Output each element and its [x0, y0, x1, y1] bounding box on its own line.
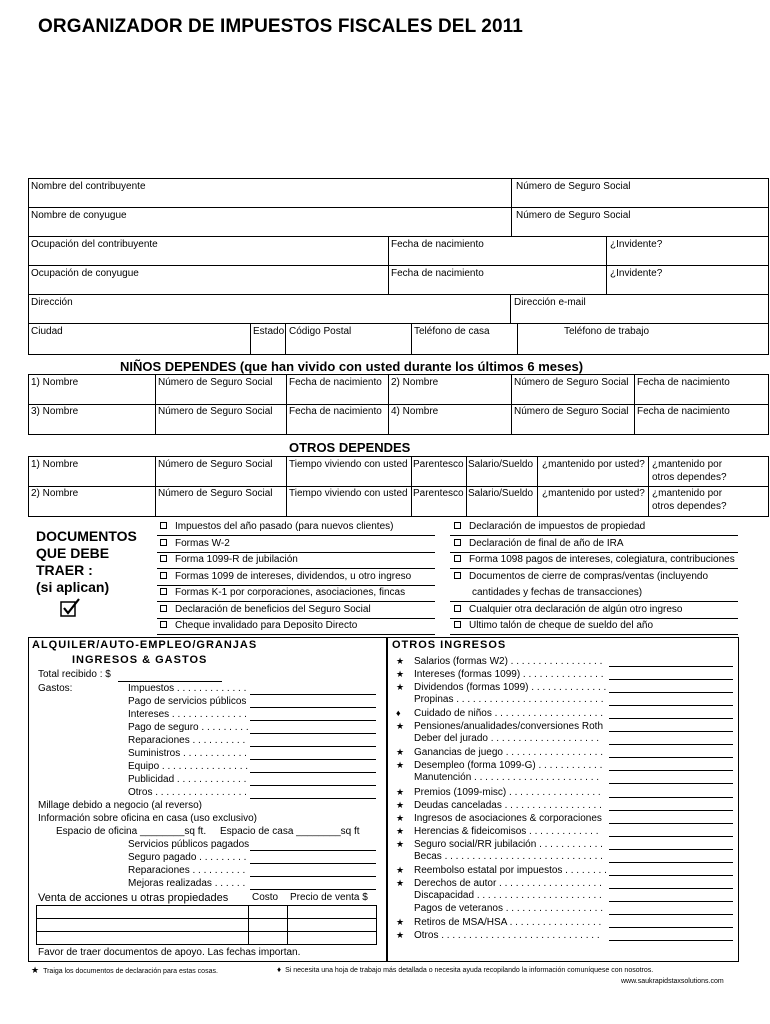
- diamond-icon: ♦: [396, 708, 401, 719]
- document-item: cantidades y fechas de transacciones): [472, 587, 643, 598]
- child3-ssn[interactable]: Número de Seguro Social: [158, 406, 273, 417]
- income-input[interactable]: [609, 914, 733, 915]
- expense-input[interactable]: [250, 798, 376, 799]
- diamond-icon: ♦: [277, 965, 282, 974]
- document-item[interactable]: Forma 1099-R de jubilación: [160, 554, 298, 566]
- child4-ssn[interactable]: Número de Seguro Social: [514, 406, 629, 417]
- child1-name[interactable]: 1) Nombre: [31, 377, 79, 388]
- total-received-label: Total recibido : $: [38, 669, 111, 680]
- checkbox-icon[interactable]: [454, 605, 461, 612]
- star-icon: ★: [396, 682, 405, 693]
- other2-supported[interactable]: ¿mantenido por usted?: [542, 488, 645, 499]
- home-expense-input[interactable]: [250, 889, 376, 890]
- income-item: ★ Ingresos de asociaciones & corporaciones: [396, 812, 602, 824]
- income-input[interactable]: [609, 901, 733, 902]
- income-input[interactable]: [609, 705, 733, 706]
- checkbox-icon[interactable]: [160, 539, 167, 546]
- document-item[interactable]: Declaración de impuestos de propiedad: [454, 521, 645, 533]
- income-item: Propinas . . . . . . . . . . . . . . . . . . . . . . . . . . .: [414, 694, 604, 706]
- taxpayer-blind-field[interactable]: ¿Invidente?: [610, 239, 663, 250]
- income-item: ★ Intereses (formas 1099) . . . . . . . . . . . . . . .: [396, 669, 604, 681]
- other1-supported[interactable]: ¿mantenido por usted?: [542, 459, 645, 470]
- checkbox-icon[interactable]: [160, 621, 167, 628]
- income-input[interactable]: [609, 731, 733, 732]
- star-icon: ★: [396, 747, 405, 758]
- income-input[interactable]: [609, 757, 733, 758]
- documents-heading: DOCUMENTOS QUE DEBE TRAER : (si aplican): [36, 528, 137, 595]
- office-space-field[interactable]: Espacio de oficina ________sq ft.: [56, 826, 207, 837]
- home-expense-label: Seguro pagado . . . . . . . . .: [128, 852, 247, 863]
- income-input[interactable]: [609, 875, 733, 876]
- checkbox-icon[interactable]: [454, 621, 461, 628]
- child1-ssn[interactable]: Número de Seguro Social: [158, 377, 273, 388]
- income-input[interactable]: [609, 810, 733, 811]
- income-item: ★ Retiros de MSA/HSA . . . . . . . . . . . . . . . . .: [396, 917, 602, 928]
- zip-field[interactable]: Código Postal: [289, 326, 352, 337]
- document-item[interactable]: Documentos de cierre de compras/ventas (incluyendo: [454, 571, 708, 583]
- total-received-input[interactable]: [118, 681, 222, 682]
- income-item: ★ Seguro social/RR jubilación . . . . . . . . . . . .: [396, 838, 603, 850]
- document-item[interactable]: Impuestos del año pasado (para nuevos clientes): [160, 521, 393, 533]
- home-office-label: Información sobre oficina en casa (uso exclusivo): [38, 813, 257, 824]
- checkbox-icon[interactable]: [160, 605, 167, 612]
- checkbox-icon[interactable]: [160, 588, 167, 595]
- income-item: ★ Pensiones/anualidades/conversiones Roth: [396, 721, 604, 733]
- taxpayer-name-field[interactable]: Nombre del contribuyente: [31, 181, 146, 192]
- stock-sale-label: Venta de acciones u otras propiedades: [38, 892, 229, 904]
- sale-price-label: Precio de venta $: [290, 892, 368, 903]
- income-input[interactable]: [609, 823, 733, 824]
- expense-input[interactable]: [250, 746, 376, 747]
- income-item: ★ Otros . . . . . . . . . . . . . . . . . . . . . . . . . . . . .: [396, 930, 600, 942]
- star-icon: ★: [396, 877, 405, 888]
- home-expense-label: Servicios públicos pagados: [128, 839, 250, 850]
- star-icon: ★: [396, 930, 405, 941]
- other2-supported-by-others-2: otros dependes?: [652, 501, 727, 512]
- other1-salary[interactable]: Salario/Sueldo: [468, 459, 534, 470]
- star-icon: ★: [396, 669, 405, 680]
- income-item: ★ Dividendos (formas 1099) . . . . . . . . . . . . . .: [396, 682, 607, 694]
- expense-label: Impuestos . . . . . . . . . . . . .: [128, 683, 247, 694]
- income-input[interactable]: [609, 783, 733, 784]
- star-icon: ★: [396, 917, 405, 927]
- expense-label: Pago de servicios públicos: [128, 696, 247, 707]
- income-input[interactable]: [609, 718, 733, 719]
- expense-input[interactable]: [250, 772, 376, 773]
- star-icon: ★: [396, 825, 405, 836]
- child3-name[interactable]: 3) Nombre: [31, 406, 79, 417]
- cost-label: Costo: [252, 892, 279, 903]
- income-input[interactable]: [609, 888, 733, 889]
- other2-relation[interactable]: Parentesco: [413, 488, 464, 499]
- income-item: ★ Premios (1099-misc) . . . . . . . . . . . . . . . . .: [396, 786, 601, 798]
- star-icon: ★: [396, 721, 405, 732]
- support-docs-note: Favor de traer documentos de apoyo. Las fechas importan.: [38, 947, 301, 958]
- income-item: Discapacidad . . . . . . . . . . . . . . . . . . . . . . .: [414, 889, 602, 901]
- spouse-occupation-field[interactable]: Ocupación de conyugue: [31, 268, 139, 279]
- expense-label: Intereses . . . . . . . . . . . . . .: [128, 709, 247, 720]
- personal-info-box: [28, 178, 769, 355]
- expense-input[interactable]: [250, 707, 376, 708]
- star-icon: ★: [396, 838, 405, 849]
- mileage-label: Millage debido a negocio (al reverso): [38, 800, 202, 811]
- document-item[interactable]: Cualquier otra declaración de algún otro ingreso: [454, 604, 682, 616]
- income-item: Manutención . . . . . . . . . . . . . . . . . . . . . . .: [414, 772, 600, 784]
- income-input[interactable]: [609, 940, 733, 941]
- child4-name[interactable]: 4) Nombre: [391, 406, 439, 417]
- checkbox-icon[interactable]: [160, 522, 167, 529]
- other1-supported-by-others-2: otros dependes?: [652, 472, 727, 483]
- home-expense-label: Mejoras realizadas . . . . . .: [128, 878, 246, 889]
- income-input[interactable]: [609, 744, 733, 745]
- email-field[interactable]: Dirección e-mail: [514, 297, 586, 308]
- taxpayer-dob-field[interactable]: Fecha de nacimiento: [391, 239, 484, 250]
- rental-heading: ALQUILER/AUTO-EMPLEO/GRANJAS: [32, 639, 258, 651]
- spouse-dob-field[interactable]: Fecha de nacimiento: [391, 268, 484, 279]
- work-phone-field[interactable]: Teléfono de trabajo: [564, 326, 650, 337]
- document-item[interactable]: Ultimo talón de cheque de sueldo del año: [454, 620, 653, 632]
- document-item[interactable]: Formas 1099 de intereses, dividendos, u otro ingreso: [160, 571, 411, 583]
- address-field[interactable]: Dirección: [31, 297, 73, 308]
- checkbox-icon[interactable]: [454, 572, 461, 579]
- child2-name[interactable]: 2) Nombre: [391, 377, 439, 388]
- checkbox-icon[interactable]: [454, 522, 461, 529]
- other2-time[interactable]: Tiempo viviendo con usted: [289, 488, 408, 499]
- document-item[interactable]: Declaración de beneficios del Seguro Social: [160, 604, 371, 616]
- state-field[interactable]: Estado: [253, 326, 285, 337]
- expense-label: Reparaciones . . . . . . . . . .: [128, 735, 246, 746]
- income-input[interactable]: [609, 666, 733, 667]
- spouse-blind-field[interactable]: ¿Invidente?: [610, 268, 663, 279]
- children-heading: NIÑOS DEPENDES (que han vivido con usted durante los últimos 6 meses): [120, 359, 584, 374]
- home-phone-field[interactable]: Teléfono de casa: [414, 326, 490, 337]
- star-icon: ★: [396, 760, 405, 771]
- child1-dob[interactable]: Fecha de nacimiento: [289, 377, 382, 388]
- website-link[interactable]: www.saukrapidstaxsolutions.com: [621, 978, 724, 985]
- spouse-ssn-field[interactable]: Número de Seguro Social: [516, 210, 631, 221]
- other2-name[interactable]: 2) Nombre: [31, 488, 79, 499]
- expense-label: Suministros . . . . . . . . . . . .: [128, 748, 247, 759]
- other1-time[interactable]: Tiempo viviendo con usted: [289, 459, 408, 470]
- home-expense-input[interactable]: [250, 850, 376, 851]
- footer-note-1: ★ Traiga los documentos de declaración para estas cosas.: [31, 965, 218, 975]
- income-item: ★ Reembolso estatal por impuestos . . . . . . . .: [396, 864, 607, 876]
- child4-dob[interactable]: Fecha de nacimiento: [637, 406, 730, 417]
- expense-label: Otros . . . . . . . . . . . . . . . . .: [128, 787, 247, 798]
- star-icon: ★: [396, 812, 405, 823]
- child3-dob[interactable]: Fecha de nacimiento: [289, 406, 382, 417]
- income-input[interactable]: [609, 862, 733, 863]
- document-item[interactable]: Formas K-1 por corporaciones, asociaciones, fincas: [160, 587, 405, 599]
- expense-input[interactable]: [250, 733, 376, 734]
- house-space-field[interactable]: Espacio de casa ________sq ft: [220, 826, 360, 837]
- income-item: ★ Deudas canceladas . . . . . . . . . . . . . . . . . .: [396, 799, 602, 811]
- child2-ssn[interactable]: Número de Seguro Social: [514, 377, 629, 388]
- income-item: Pagos de veteranos . . . . . . . . . . . . . . . . . .: [414, 902, 603, 914]
- expense-input[interactable]: [250, 759, 376, 760]
- document-item[interactable]: Declaración de final de año de IRA: [454, 538, 624, 550]
- star-icon: ★: [396, 786, 405, 797]
- income-input[interactable]: [609, 692, 733, 693]
- home-expense-input[interactable]: [250, 876, 376, 877]
- city-field[interactable]: Ciudad: [31, 326, 63, 337]
- income-item: ★ Derechos de autor . . . . . . . . . . . . . . . . . . .: [396, 877, 602, 889]
- checkbox-icon[interactable]: [160, 555, 167, 562]
- income-item: ★ Desempleo (forma 1099-G) . . . . . . . . . . . .: [396, 760, 603, 772]
- income-item: ★ Herencias & fideicomisos . . . . . . . . . . . . .: [396, 825, 599, 837]
- income-item: ★ Ganancias de juego . . . . . . . . . . . . . . . . . .: [396, 747, 603, 759]
- income-input[interactable]: [609, 849, 733, 850]
- other1-name[interactable]: 1) Nombre: [31, 459, 79, 470]
- stock-sale-table[interactable]: [36, 905, 377, 945]
- other1-supported-by-others[interactable]: ¿mantenido por: [652, 459, 723, 470]
- taxpayer-ssn-field[interactable]: Número de Seguro Social: [516, 181, 631, 192]
- checkbox-icon[interactable]: [454, 555, 461, 562]
- expense-label: Publicidad . . . . . . . . . . . . .: [128, 774, 247, 785]
- checkmark-icon: [59, 597, 81, 619]
- income-input[interactable]: [609, 770, 733, 771]
- expense-label: Pago de seguro . . . . . . . . .: [128, 722, 249, 733]
- expense-input[interactable]: [250, 694, 376, 695]
- footer-note-2: ♦ Si necesita una hoja de trabajo más detallada o necesita ayuda recopilando la información comuníquese con nosotros.: [277, 965, 654, 974]
- other1-ssn[interactable]: Número de Seguro Social: [158, 459, 273, 470]
- document-item[interactable]: Formas W-2: [160, 538, 230, 550]
- income-input[interactable]: [609, 679, 733, 680]
- home-expense-input[interactable]: [250, 863, 376, 864]
- expense-input[interactable]: [250, 785, 376, 786]
- expense-label: Equipo . . . . . . . . . . . . . . . .: [128, 761, 249, 772]
- other2-ssn[interactable]: Número de Seguro Social: [158, 488, 273, 499]
- rental-subheading: INGRESOS & GASTOS: [72, 654, 208, 666]
- taxpayer-occupation-field[interactable]: Ocupación del contribuyente: [31, 239, 158, 250]
- other2-supported-by-others[interactable]: ¿mantenido por: [652, 488, 723, 499]
- star-icon: ★: [31, 965, 40, 975]
- star-icon: ★: [396, 656, 405, 666]
- checkbox-icon[interactable]: [160, 572, 167, 579]
- star-icon: ★: [396, 864, 405, 875]
- income-item: Deber del jurado . . . . . . . . . . . . . . . . . . . .: [414, 733, 600, 745]
- star-icon: ★: [396, 799, 405, 810]
- income-item: ♦ Cuidado de niños . . . . . . . . . . . . . . . . . . . .: [396, 708, 603, 720]
- other-dependents-heading: OTROS DEPENDES: [289, 440, 411, 455]
- other1-relation[interactable]: Parentesco: [413, 459, 464, 470]
- page-title: ORGANIZADOR DE IMPUESTOS FISCALES DEL 2011: [38, 16, 523, 37]
- income-input[interactable]: [609, 797, 733, 798]
- spouse-name-field[interactable]: Nombre de conyugue: [31, 210, 127, 221]
- document-item[interactable]: Cheque invalidado para Deposito Directo: [160, 620, 357, 632]
- income-item: ★ Salarios (formas W2) . . . . . . . . . . . . . . . . .: [396, 656, 603, 667]
- expenses-label: Gastos:: [38, 683, 73, 694]
- child2-dob[interactable]: Fecha de nacimiento: [637, 377, 730, 388]
- income-item: Becas . . . . . . . . . . . . . . . . . . . . . . . . . . . . .: [414, 850, 603, 862]
- other2-salary[interactable]: Salario/Sueldo: [468, 488, 534, 499]
- income-input[interactable]: [609, 927, 733, 928]
- home-expense-label: Reparaciones . . . . . . . . . .: [128, 865, 246, 876]
- checkbox-icon[interactable]: [454, 539, 461, 546]
- other-income-heading: OTROS INGRESOS: [392, 639, 507, 651]
- income-input[interactable]: [609, 836, 733, 837]
- expense-input[interactable]: [250, 720, 376, 721]
- document-item[interactable]: Forma 1098 pagos de intereses, colegiatura, contribuciones: [454, 554, 735, 566]
